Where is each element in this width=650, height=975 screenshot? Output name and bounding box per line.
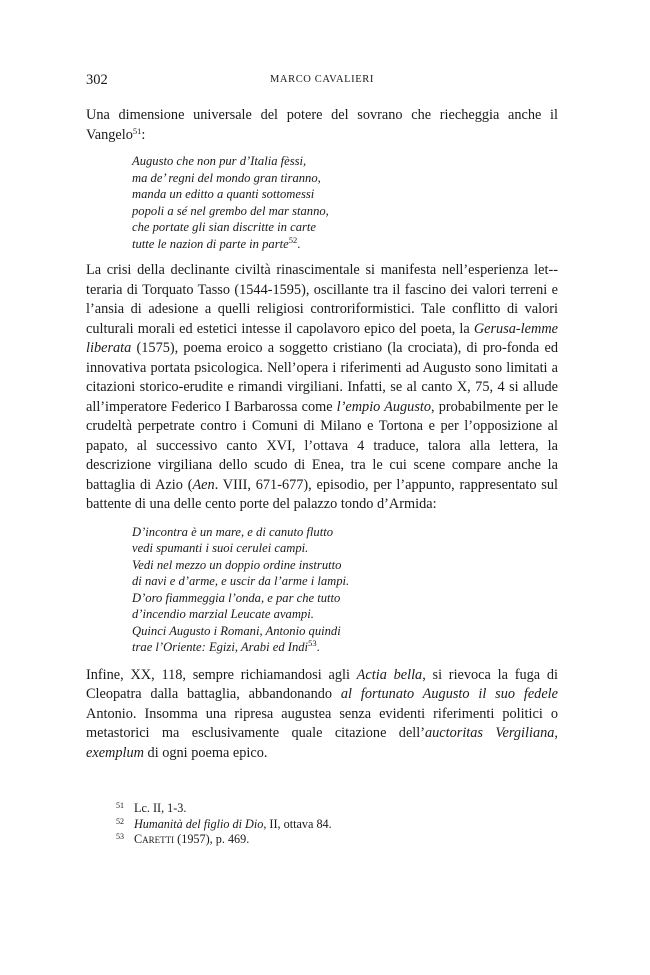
footnotes bbox=[86, 801, 558, 848]
verse-line: di navi e d’arme, e uscir da l’arme i lampi. bbox=[132, 574, 350, 588]
footnote-51 bbox=[86, 801, 558, 817]
verse-line: che portate gli sian discritte in carte bbox=[132, 220, 316, 234]
footnote-number: 53 bbox=[116, 832, 124, 842]
verse-line: Quinci Augusto i Romani, Antonio quindi bbox=[132, 623, 341, 638]
note-ref-51[interactable]: 51 bbox=[132, 125, 142, 136]
footnote-52 bbox=[86, 817, 558, 833]
note-ref-53[interactable]: 53 bbox=[308, 638, 317, 648]
page-number: 302 bbox=[86, 72, 108, 88]
verse-line: ma de’ regni del mondo gran tiranno, bbox=[132, 170, 321, 185]
footnote-number: 52 bbox=[116, 816, 124, 826]
footnote-53 bbox=[86, 832, 558, 848]
footnote-text: Caretti (1957), p. 469. bbox=[134, 832, 250, 847]
verse-line: tutte le nazion di parte in parte$^{52}$. bbox=[132, 234, 301, 251]
footnote-text: Humanità del figlio di Dio, II, ottava 84. bbox=[134, 816, 332, 831]
verse-line: D’incontra è un mare, e di canuto flutto bbox=[132, 524, 334, 539]
verse-quote-2 bbox=[132, 524, 558, 656]
main-text bbox=[86, 106, 558, 763]
verse-line: vedi spumanti i suoi cerulei campi. bbox=[132, 541, 309, 555]
verse-line: Vedi nel mezzo un doppio ordine instrutto bbox=[132, 557, 342, 572]
verse-line: manda un editto a quanti sottomessi bbox=[132, 187, 315, 201]
paragraph-1: Una dimensione universale del potere del sovrano che riecheggia anche il Vangelo$^{51}$: bbox=[86, 107, 558, 143]
verse-quote-1 bbox=[132, 153, 558, 252]
paragraph-3: Infine, XX, 118, sempre richiamandosi agli Actia bella, si rievoca la fuga di Cleopatra dalla battaglia, abbandonando al fortunato Augusto il suo fedele Antonio. Insomma una ripresa augustea senza evidenti riferimenti politici o metastorici ma esclusivamente quale citazione dell’auctoritas Vergiliana, exemplum di ogni poema epico. bbox=[86, 666, 558, 761]
running-title: MARCO CAVALIERI bbox=[269, 74, 374, 85]
verse-line: Augusto che non pur d’Italia fèssi, bbox=[132, 154, 307, 168]
footnote-text: Lc. II, 1-3. bbox=[134, 801, 187, 815]
note-ref-52[interactable]: 52 bbox=[288, 234, 298, 245]
verse-line: D’oro fiammeggia l’onda, e par che tutto bbox=[132, 590, 341, 605]
paragraph-2: La crisi della declinante civiltà rinascimentale si manifesta nell’esperienza let-teraria di Torquato Tasso (1544-1595), oscillante tra il fascino dei valori terreni e l’ansia di adesione a quelli religiosi controriformistici. Tale conflitto di valori culturali morali ed estetici intesse il capolavoro epico del poeta, la Gerusa-lemme liberata (1575), poema eroico a soggetto cristiano (la crociata), di pro-fonda ed innovativa portata psicologica. Nell’opera i riferimenti ad Augusto sono limitati a citazioni storico-erudite e rimandi virgiliani. Infatti, se al canto X, 75, 4 si allude all’imperatore Federico I Barbarossa come l’empio Augusto, probabilmente per le crudeltà perpetrate contro i Comuni di Milano e Tortona e per l’opposizione al papato, al successivo canto XVI, l’ottava 4 traduce, talora alla lettera, la descrizione virgiliana dello scudo di Enea, tra le cui scene compare anche la battaglia di Azio (Aen. VIII, 671-677), episodio, per l’appunto, rappresentato sul battente di una delle cento porte del palazzo tondo d’Armida: bbox=[86, 262, 559, 512]
verse-line: d’incendio marzial Leucate avampi. bbox=[132, 607, 314, 621]
verse-line: trae l’Oriente: Egizi, Arabi ed Indi$^{53}$. bbox=[132, 638, 320, 654]
footnote-number: 51 bbox=[116, 801, 124, 810]
verse-line: popoli a sé nel grembo del mar stanno, bbox=[132, 203, 329, 218]
running-head bbox=[86, 72, 558, 90]
